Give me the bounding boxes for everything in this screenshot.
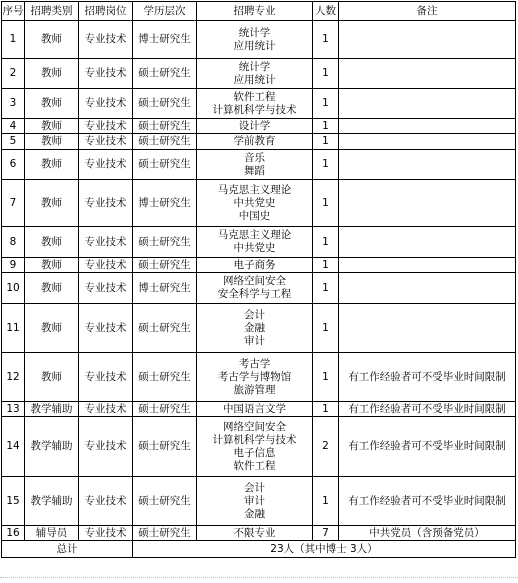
major-line: 统计学 (238, 26, 271, 39)
cell-category: 教师 (25, 21, 79, 59)
cell-position: 专业技术 (79, 180, 133, 227)
table-row (2, 526, 516, 541)
cell-position: 专业技术 (79, 134, 133, 150)
cell-remark (339, 59, 516, 89)
cell-education: 博士研究生 (133, 180, 197, 227)
cell-position: 专业技术 (79, 258, 133, 273)
cell-seq: 13 (2, 402, 25, 417)
major-line: 审计 (244, 334, 265, 347)
cell-seq: 1 (2, 21, 25, 59)
cell-category: 教师 (25, 59, 79, 89)
cell-position: 专业技术 (79, 353, 133, 402)
cell-seq: 10 (2, 273, 25, 304)
table-row (2, 477, 516, 526)
major-line: 审计 (244, 494, 265, 507)
cell-seq: 8 (2, 227, 25, 258)
cell-major (197, 526, 313, 541)
table-row (2, 89, 516, 119)
cell-position: 专业技术 (79, 304, 133, 353)
cell-category: 教师 (25, 150, 79, 180)
cell-education: 硕士研究生 (133, 227, 197, 258)
major-line: 不限专业 (233, 526, 276, 539)
cell-count: 1 (313, 150, 339, 180)
cell-education: 硕士研究生 (133, 417, 197, 477)
cell-count: 1 (313, 21, 339, 59)
major-line: 软件工程 (233, 90, 276, 103)
cell-position: 专业技术 (79, 402, 133, 417)
cell-category: 教师 (25, 119, 79, 134)
cell-count: 1 (313, 304, 339, 353)
cell-remark (339, 134, 516, 150)
major-line: 金融 (244, 507, 265, 520)
cell-count: 1 (313, 119, 339, 134)
cell-position: 专业技术 (79, 477, 133, 526)
cell-remark: 有工作经验者可不受毕业时间限制 (339, 477, 516, 526)
major-line: 电子信息 (233, 446, 276, 459)
cell-education: 硕士研究生 (133, 59, 197, 89)
major-line: 舞蹈 (244, 164, 265, 177)
cell-seq: 12 (2, 353, 25, 402)
major-line: 中国史 (238, 209, 271, 222)
cell-major (197, 304, 313, 353)
major-line: 软件工程 (233, 459, 276, 472)
recruitment-table-container (1, 1, 516, 558)
cell-major (197, 180, 313, 227)
major-line: 中共党史 (233, 196, 276, 209)
recruitment-table (1, 1, 516, 558)
cell-remark (339, 21, 516, 59)
major-line: 考古学 (238, 357, 271, 370)
cell-major (197, 273, 313, 304)
cell-seq: 4 (2, 119, 25, 134)
cell-remark: 中共党员（含预备党员） (339, 526, 516, 541)
cell-remark (339, 227, 516, 258)
cell-count: 1 (313, 59, 339, 89)
total-label: 总计 (2, 541, 133, 558)
cell-seq: 16 (2, 526, 25, 541)
cell-category: 教师 (25, 134, 79, 150)
cell-count: 2 (313, 417, 339, 477)
table-row (2, 258, 516, 273)
major-line: 计算机科学与技术 (212, 433, 297, 446)
cell-seq: 6 (2, 150, 25, 180)
major-line: 金融 (244, 321, 265, 334)
header-count: 人数 (313, 2, 339, 21)
major-line: 设计学 (238, 119, 271, 132)
table-row (2, 119, 516, 134)
cell-category: 教师 (25, 227, 79, 258)
major-line: 学前教育 (233, 135, 276, 147)
cell-seq: 2 (2, 59, 25, 89)
cell-category: 教师 (25, 304, 79, 353)
major-line: 应用统计 (233, 73, 276, 86)
major-line: 网络空间安全 (223, 275, 286, 287)
major-line: 安全科学与工程 (217, 288, 292, 300)
cell-seq: 9 (2, 258, 25, 273)
major-line: 音乐 (244, 151, 265, 164)
table-row (2, 304, 516, 353)
table-row (2, 227, 516, 258)
cell-count: 1 (313, 402, 339, 417)
cell-count: 7 (313, 526, 339, 541)
cell-count: 1 (313, 134, 339, 150)
table-row (2, 180, 516, 227)
cell-category: 辅导员 (25, 526, 79, 541)
cell-education: 硕士研究生 (133, 353, 197, 402)
cell-major (197, 150, 313, 180)
total-value: 23人（其中博士 3人） (133, 541, 516, 558)
cell-position: 专业技术 (79, 59, 133, 89)
cell-position: 专业技术 (79, 119, 133, 134)
cell-position: 专业技术 (79, 417, 133, 477)
cell-remark (339, 119, 516, 134)
cell-education: 硕士研究生 (133, 150, 197, 180)
major-line: 计算机科学与技术 (212, 103, 297, 116)
cell-category: 教师 (25, 353, 79, 402)
table-row (2, 273, 516, 304)
total-row (2, 541, 516, 558)
major-line: 统计学 (238, 60, 271, 73)
cell-education: 博士研究生 (133, 21, 197, 59)
header-row (2, 2, 516, 21)
cell-seq: 14 (2, 417, 25, 477)
cell-position: 专业技术 (79, 150, 133, 180)
cell-category: 教学辅助 (25, 402, 79, 417)
cell-remark: 有工作经验者可不受毕业时间限制 (339, 402, 516, 417)
page-edge-divider (0, 577, 518, 583)
cell-education: 硕士研究生 (133, 134, 197, 150)
cell-remark: 有工作经验者可不受毕业时间限制 (339, 417, 516, 477)
cell-count: 1 (313, 353, 339, 402)
cell-count: 1 (313, 273, 339, 304)
cell-position: 专业技术 (79, 526, 133, 541)
header-major: 招聘专业 (197, 2, 313, 21)
major-line: 中共党史 (233, 242, 276, 254)
cell-category: 教师 (25, 273, 79, 304)
table-body (2, 21, 516, 541)
major-line: 网络空间安全 (223, 420, 286, 433)
table-row (2, 417, 516, 477)
cell-major (197, 402, 313, 417)
cell-category: 教学辅助 (25, 417, 79, 477)
cell-position: 专业技术 (79, 21, 133, 59)
major-line: 马克思主义理论 (217, 229, 292, 241)
cell-count: 1 (313, 258, 339, 273)
header-seq: 序号 (2, 2, 25, 21)
cell-education: 硕士研究生 (133, 526, 197, 541)
cell-count: 1 (313, 477, 339, 526)
cell-major (197, 353, 313, 402)
cell-category: 教学辅助 (25, 477, 79, 526)
cell-count: 1 (313, 227, 339, 258)
major-line: 考古学与博物馆 (217, 370, 292, 383)
major-line: 会计 (244, 481, 265, 494)
cell-major (197, 89, 313, 119)
major-line: 电子商务 (233, 258, 276, 271)
cell-major (197, 21, 313, 59)
cell-major (197, 258, 313, 273)
table-row (2, 353, 516, 402)
cell-remark (339, 258, 516, 273)
cell-major (197, 477, 313, 526)
header-education: 学历层次 (133, 2, 197, 21)
cell-category: 教师 (25, 258, 79, 273)
cell-education: 硕士研究生 (133, 477, 197, 526)
cell-major (197, 59, 313, 89)
cell-major (197, 417, 313, 477)
cell-education: 硕士研究生 (133, 402, 197, 417)
cell-education: 硕士研究生 (133, 119, 197, 134)
cell-position: 专业技术 (79, 227, 133, 258)
major-line: 中国语言文学 (223, 402, 286, 415)
cell-education: 硕士研究生 (133, 304, 197, 353)
cell-education: 硕士研究生 (133, 89, 197, 119)
cell-seq: 5 (2, 134, 25, 150)
major-line: 马克思主义理论 (217, 183, 292, 196)
header-category: 招聘类别 (25, 2, 79, 21)
cell-seq: 15 (2, 477, 25, 526)
table-row (2, 59, 516, 89)
major-line: 旅游管理 (233, 383, 276, 396)
cell-category: 教师 (25, 89, 79, 119)
cell-education: 博士研究生 (133, 273, 197, 304)
table-row (2, 134, 516, 150)
cell-education: 硕士研究生 (133, 258, 197, 273)
cell-major (197, 134, 313, 150)
cell-seq: 3 (2, 89, 25, 119)
cell-position: 专业技术 (79, 273, 133, 304)
cell-remark (339, 150, 516, 180)
table-row (2, 21, 516, 59)
cell-seq: 11 (2, 304, 25, 353)
cell-major (197, 119, 313, 134)
cell-position: 专业技术 (79, 89, 133, 119)
major-line: 会计 (244, 308, 265, 321)
header-remark: 备注 (339, 2, 516, 21)
cell-count: 1 (313, 180, 339, 227)
cell-remark (339, 89, 516, 119)
cell-remark (339, 180, 516, 227)
major-line: 应用统计 (233, 39, 276, 52)
cell-remark (339, 304, 516, 353)
cell-remark (339, 273, 516, 304)
table-row (2, 402, 516, 417)
cell-major (197, 227, 313, 258)
table-row (2, 150, 516, 180)
cell-count: 1 (313, 89, 339, 119)
cell-remark: 有工作经验者可不受毕业时间限制 (339, 353, 516, 402)
header-position: 招聘岗位 (79, 2, 133, 21)
cell-category: 教师 (25, 180, 79, 227)
cell-seq: 7 (2, 180, 25, 227)
